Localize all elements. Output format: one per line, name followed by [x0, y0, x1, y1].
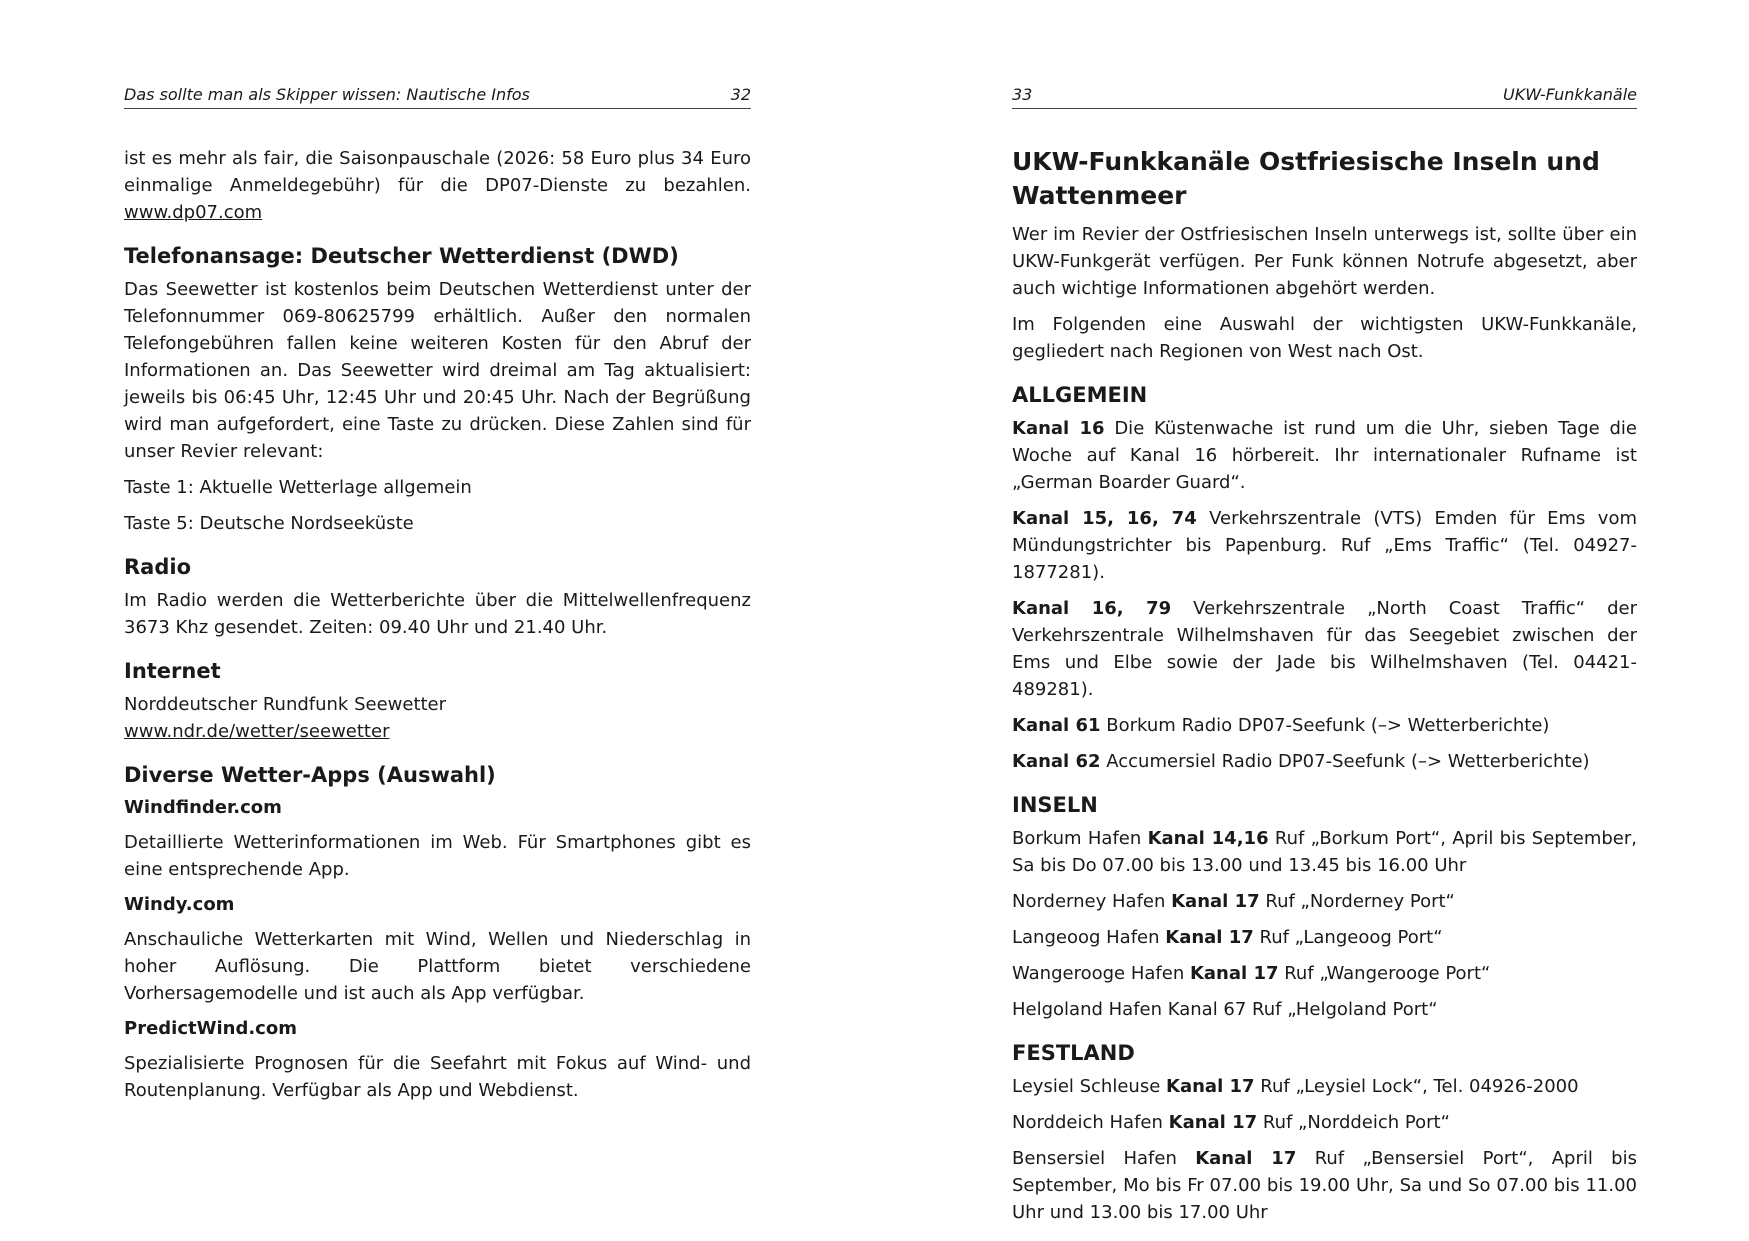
- channel-entry: [1012, 595, 1637, 703]
- channel-entry: [1012, 1145, 1637, 1226]
- running-title: Das sollte man als Skipper wissen: Nautische Infos: [124, 85, 530, 104]
- channel-number: Kanal 17: [1166, 1076, 1255, 1097]
- app-text-predictwind: Spezialisierte Prognosen für die Seefahrt mit Fokus auf Wind- und Routenplanung. Verfügbar als App und Webdienst.: [124, 1053, 751, 1101]
- location: Wangerooge Hafen: [1012, 963, 1190, 984]
- ndr-label: Norddeutscher Rundfunk Seewetter: [124, 694, 447, 715]
- app-text-windfinder: Detaillierte Wetterinformationen im Web. Für Smartphones gibt es eine entsprechende App.: [124, 832, 751, 880]
- key5-line: Taste 5: Deutsche Nordseeküste: [124, 513, 414, 534]
- left-content: [124, 145, 751, 1104]
- channel-desc: Verkehrszentrale (VTS) Emden für Ems vom Mündungstrichter bis Papenburg. Ruf „Ems Traffic“ (Tel. 04927-1877281).: [1012, 508, 1637, 583]
- channel-desc: Borkum Radio DP07-Seefunk (–> Wetterberichte): [1100, 715, 1550, 736]
- location: Helgoland Hafen Kanal 67 Ruf „Helgoland Port“: [1012, 999, 1438, 1020]
- channel-entry: [1012, 924, 1637, 951]
- channel-number: Kanal 17: [1189, 963, 1279, 984]
- internet-paragraph: [124, 691, 751, 745]
- channel-desc: Ruf „Bensersiel Port“, April bis September, Mo bis Fr 07.00 bis 19.00 Uhr, Sa und So 07.00 bis 11.00 Uhr und 13.00 bis 17.00 Uhr: [1012, 1148, 1637, 1223]
- channel-desc: Ruf „Leysiel Lock“, Tel. 04926-2000: [1254, 1076, 1579, 1097]
- channel-entry: [1012, 960, 1637, 987]
- chapter-title: UKW-Funkkanäle Ostfriesische Inseln und Wattenmeer: [1012, 147, 1600, 210]
- channel-number: Kanal 61: [1012, 715, 1101, 736]
- location: Borkum Hafen: [1012, 828, 1148, 849]
- channel-entry: [1012, 996, 1637, 1023]
- channel-number: Kanal 16, 79: [1012, 598, 1172, 619]
- allgemein-heading: ALLGEMEIN: [1012, 383, 1148, 407]
- intro-paragraph: [124, 145, 751, 226]
- channel-number: Kanal 15, 16, 74: [1012, 508, 1197, 529]
- location: Norddeich Hafen: [1012, 1112, 1169, 1133]
- running-title: UKW-Funkkanäle: [1503, 85, 1637, 104]
- channel-entry: [1012, 825, 1637, 879]
- channel-number: Kanal 17: [1195, 1148, 1297, 1169]
- channel-desc: Verkehrszentrale „North Coast Traffic“ der Verkehrszentrale Wilhelmshaven für das Seegebiet zwischen der Ems und Elbe sowie der Jade bis Wilhelmshaven (Tel. 04421-489281).: [1012, 598, 1637, 700]
- channel-number: Kanal 17: [1165, 927, 1254, 948]
- location: Bensersiel Hafen: [1012, 1148, 1196, 1169]
- channel-desc: Ruf „Wangerooge Port“: [1278, 963, 1491, 984]
- channel-number: Kanal 62: [1012, 751, 1101, 772]
- channel-number: Kanal 14,16: [1147, 828, 1269, 849]
- page-number: 32: [730, 85, 751, 104]
- internet-heading: Internet: [124, 659, 221, 683]
- intro-text: ist es mehr als fair, die Saisonpauschale (2026: 58 Euro plus 34 Euro einmalige Anmeldegebühr) für die DP07-Dienste zu bezahlen.: [124, 148, 751, 196]
- key1-line: Taste 1: Aktuelle Wetterlage allgemein: [124, 477, 472, 498]
- location: Leysiel Schleuse: [1012, 1076, 1167, 1097]
- running-header-left: [124, 84, 751, 109]
- dwd-heading: Telefonansage: Deutscher Wetterdienst (DWD): [124, 244, 679, 268]
- radio-paragraph: Im Radio werden die Wetterberichte über die Mittelwellenfrequenz 3673 Khz gesendet. Zeiten: 09.40 Uhr und 21.40 Uhr.: [124, 590, 751, 638]
- intro-paragraph-2: Im Folgenden eine Auswahl der wichtigsten UKW-Funkkanäle, gegliedert nach Regionen von West nach Ost.: [1012, 314, 1637, 362]
- inseln-heading: INSELN: [1012, 793, 1098, 817]
- channel-desc: Ruf „Borkum Port“, April bis September, Sa bis Do 07.00 bis 13.00 und 13.45 bis 16.00 Uhr: [1012, 828, 1638, 876]
- channel-desc: Die Küstenwache ist rund um die Uhr, sieben Tage die Woche auf Kanal 16 hörbereit. Ihr internationaler Rufname ist „German Boarder Guard“.: [1012, 418, 1638, 493]
- festland-heading: FESTLAND: [1012, 1041, 1135, 1065]
- right-page: [1012, 84, 1637, 1235]
- channel-desc: Accumersiel Radio DP07-Seefunk (–> Wetterberichte): [1100, 751, 1590, 772]
- running-header-right: [1012, 84, 1637, 109]
- channel-entry: [1012, 888, 1637, 915]
- channel-number: Kanal 16: [1012, 418, 1105, 439]
- apps-heading: Diverse Wetter-Apps (Auswahl): [124, 763, 496, 787]
- right-content: [1012, 145, 1637, 1226]
- dwd-paragraph: Das Seewetter ist kostenlos beim Deutschen Wetterdienst unter der Telefonnummer 069-80625799 erhältlich. Außer den normalen Telefongebühren fallen keine weiteren Kosten für den Abruf der Informationen an. Das Seewetter wird dreimal am Tag aktualisiert: jeweils bis 06:45 Uhr, 12:45 Uhr und 20:45 Uhr. Nach der Begrüßung wird man aufgefordert, eine Taste zu drücken. Diese Zahlen sind für unser Revier relevant:: [124, 279, 751, 462]
- channel-entry: [1012, 712, 1637, 739]
- channel-number: Kanal 17: [1168, 1112, 1258, 1133]
- location: Norderney Hafen: [1012, 891, 1172, 912]
- channel-desc: Ruf „Langeoog Port“: [1253, 927, 1443, 948]
- channel-entry: [1012, 748, 1637, 775]
- app-name-windfinder: Windfinder.com: [124, 797, 282, 818]
- ndr-link[interactable]: www.ndr.de/wetter/seewetter: [124, 721, 390, 742]
- channel-entry: [1012, 505, 1637, 586]
- app-name-predictwind: PredictWind.com: [124, 1018, 297, 1039]
- channel-number: Kanal 17: [1171, 891, 1260, 912]
- channel-entry: [1012, 415, 1637, 496]
- channel-entry: [1012, 1073, 1637, 1100]
- channel-desc: Ruf „Norddeich Port“: [1257, 1112, 1450, 1133]
- app-name-windy: Windy.com: [124, 894, 235, 915]
- left-page: [124, 84, 751, 1113]
- channel-desc: Ruf „Norderney Port“: [1259, 891, 1455, 912]
- app-text-windy: Anschauliche Wetterkarten mit Wind, Wellen und Niederschlag in hoher Auflösung. Die Plattform bietet verschiedene Vorhersagemodelle und ist auch als App verfügbar.: [124, 929, 751, 1004]
- channel-entry: [1012, 1109, 1637, 1136]
- location: Langeoog Hafen: [1012, 927, 1166, 948]
- radio-heading: Radio: [124, 555, 191, 579]
- intro-paragraph-1: Wer im Revier der Ostfriesischen Inseln unterwegs ist, sollte über ein UKW-Funkgerät verfügen. Per Funk können Notrufe abgesetzt, aber auch wichtige Informationen abgehört werden.: [1012, 224, 1637, 299]
- page-number: 33: [1012, 85, 1033, 104]
- dp07-link[interactable]: www.dp07.com: [124, 202, 263, 223]
